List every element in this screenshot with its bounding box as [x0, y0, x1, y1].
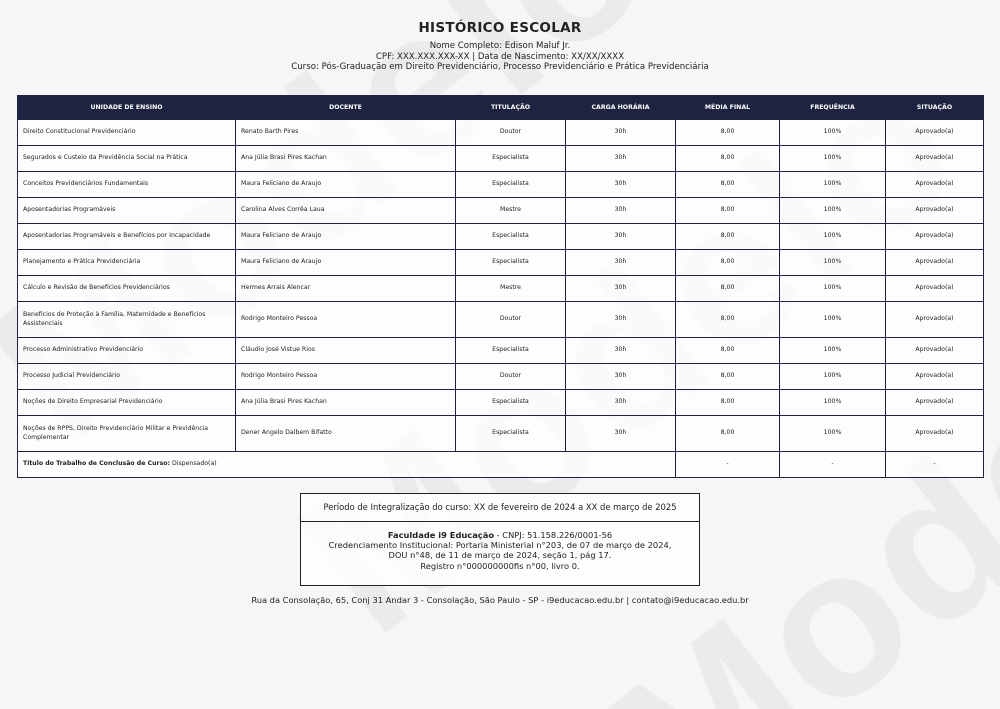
- cell-frequencia: 100%: [780, 120, 886, 146]
- tcc-situacao: -: [886, 452, 984, 478]
- column-header-docente: DOCENTE: [236, 96, 456, 120]
- cell-unidade-de-ensino: Processo Judicial Previdenciário: [18, 364, 236, 390]
- table-row: [18, 250, 984, 276]
- cell-titulacao: Doutor: [456, 120, 566, 146]
- cell-frequencia: 100%: [780, 390, 886, 416]
- tcc-value: Dispensado(a): [171, 460, 217, 468]
- cell-carga-horaria: 30h: [566, 364, 676, 390]
- cell-situacao: Aprovado(a): [886, 338, 984, 364]
- table-row: [18, 276, 984, 302]
- table-row: [18, 390, 984, 416]
- tcc-media: -: [676, 452, 780, 478]
- cell-titulacao: Mestre: [456, 276, 566, 302]
- cell-docente: Carolina Alves Corrêa Laua: [236, 198, 456, 224]
- cell-carga-horaria: 30h: [566, 276, 676, 302]
- cell-unidade-de-ensino: Aposentadorias Programáveis: [18, 198, 236, 224]
- cell-frequencia: 100%: [780, 198, 886, 224]
- tcc-frequencia: -: [780, 452, 886, 478]
- cell-frequencia: 100%: [780, 302, 886, 338]
- document-header: [0, 20, 1000, 73]
- column-header-situacao: SITUAÇÃO: [886, 96, 984, 120]
- cell-situacao: Aprovado(a): [886, 302, 984, 338]
- cell-carga-horaria: 30h: [566, 416, 676, 452]
- table-header-row: [18, 96, 984, 120]
- table-row: [18, 302, 984, 338]
- cell-docente: Ana Júlia Brasi Pires Kachan: [236, 390, 456, 416]
- course-line: Curso: Pós-Graduação em Direito Previdenciário, Processo Previdenciário e Prática Previdenciária: [291, 62, 709, 72]
- cell-carga-horaria: 30h: [566, 146, 676, 172]
- student-id-line: CPF: XXX.XXX.XXX-XX | Data de Nascimento: XX/XX/XXXX: [375, 51, 625, 62]
- accreditation-line-1: Credenciamento Institucional: Portaria Ministerial n°203, de 07 de março de 2024,: [328, 540, 672, 551]
- cell-media-final: 8,00: [676, 198, 780, 224]
- table-row: [18, 224, 984, 250]
- tcc-title-cell: [18, 452, 676, 478]
- institution-name: Faculdade i9 Educação: [387, 530, 495, 540]
- cell-carga-horaria: 30h: [566, 172, 676, 198]
- cell-carga-horaria: 30h: [566, 390, 676, 416]
- cell-frequencia: 100%: [780, 224, 886, 250]
- accreditation-line-2: DOU n°48, de 11 de março de 2024, seção 1, pág 17.: [388, 550, 612, 561]
- cell-titulacao: Especialista: [456, 416, 566, 452]
- cell-situacao: Aprovado(a): [886, 146, 984, 172]
- cell-situacao: Aprovado(a): [886, 364, 984, 390]
- cell-media-final: 8,00: [676, 224, 780, 250]
- cell-situacao: Aprovado(a): [886, 172, 984, 198]
- document-title: HISTÓRICO ESCOLAR: [418, 20, 582, 36]
- column-header-titulacao: TITULAÇÃO: [456, 96, 566, 120]
- cell-media-final: 8,00: [676, 172, 780, 198]
- cell-media-final: 8,00: [676, 302, 780, 338]
- cell-docente: Dener Angelo Dalbem Bifatto: [236, 416, 456, 452]
- cell-docente: Maura Feliciano de Araujo: [236, 224, 456, 250]
- table-row: [18, 338, 984, 364]
- cell-carga-horaria: 30h: [566, 198, 676, 224]
- table-row: [18, 198, 984, 224]
- cell-media-final: 8,00: [676, 120, 780, 146]
- cell-situacao: Aprovado(a): [886, 250, 984, 276]
- cell-media-final: 8,00: [676, 276, 780, 302]
- cell-frequencia: 100%: [780, 416, 886, 452]
- column-header-unidade-de-ensino: UNIDADE DE ENSINO: [18, 96, 236, 120]
- cell-media-final: 8,00: [676, 250, 780, 276]
- cell-carga-horaria: 30h: [566, 338, 676, 364]
- institution-line: [301, 530, 699, 540]
- cell-carga-horaria: 30h: [566, 120, 676, 146]
- cell-situacao: Aprovado(a): [886, 416, 984, 452]
- cell-carga-horaria: 30h: [566, 224, 676, 250]
- cell-frequencia: 100%: [780, 146, 886, 172]
- cell-media-final: 8,00: [676, 364, 780, 390]
- cell-titulacao: Mestre: [456, 198, 566, 224]
- cell-docente: Maura Feliciano de Araujo: [236, 172, 456, 198]
- cell-docente: Rodrigo Monteiro Pessoa: [236, 302, 456, 338]
- institution-cnpj: - CNPJ: 51.158.226/0001-56: [494, 530, 613, 540]
- cell-titulacao: Especialista: [456, 224, 566, 250]
- cell-media-final: 8,00: [676, 146, 780, 172]
- cell-frequencia: 100%: [780, 172, 886, 198]
- cell-frequencia: 100%: [780, 276, 886, 302]
- cell-titulacao: Especialista: [456, 250, 566, 276]
- cell-unidade-de-ensino: Processo Administrativo Previdenciário: [18, 338, 236, 364]
- cell-media-final: 8,00: [676, 390, 780, 416]
- cell-unidade-de-ensino: Benefícios de Proteção à Família, Maternidade e Benefícios Assistenciais: [18, 302, 236, 338]
- cell-unidade-de-ensino: Noções de Direito Empresarial Previdenciário: [18, 390, 236, 416]
- cell-titulacao: Especialista: [456, 146, 566, 172]
- cell-unidade-de-ensino: Cálculo e Revisão de Benefícios Previdenciários: [18, 276, 236, 302]
- cell-titulacao: Doutor: [456, 302, 566, 338]
- registry-line: Registro n°000000000fls n°00, livro 0.: [420, 560, 580, 571]
- table-row: [18, 146, 984, 172]
- cell-unidade-de-ensino: Conceitos Previdenciários Fundamentais: [18, 172, 236, 198]
- footer-address: Rua da Consolação, 65, Conj 31 Andar 3 - Consolação, São Paulo - SP - i9educacao.edu.br | contato@i9educacao.edu.br: [251, 595, 749, 605]
- institution-info-box: [300, 493, 700, 586]
- cell-carga-horaria: 30h: [566, 250, 676, 276]
- grades-table: [17, 95, 984, 478]
- cell-docente: Maura Feliciano de Araujo: [236, 250, 456, 276]
- integration-period: Período de Integralização do curso: XX de fevereiro de 2024 a XX de março de 2025: [301, 494, 699, 522]
- cell-titulacao: Especialista: [456, 172, 566, 198]
- tcc-row: [18, 452, 984, 478]
- column-header-frequencia: FREQUÊNCIA: [780, 96, 886, 120]
- cell-titulacao: Doutor: [456, 364, 566, 390]
- cell-media-final: 8,00: [676, 338, 780, 364]
- cell-docente: Hermes Arrais Alencar: [236, 276, 456, 302]
- cell-situacao: Aprovado(a): [886, 224, 984, 250]
- cell-unidade-de-ensino: Direito Constitucional Previdenciário: [18, 120, 236, 146]
- cell-unidade-de-ensino: Noções de RPPS, Direito Previdenciário Militar e Previdência Complementar: [18, 416, 236, 452]
- cell-unidade-de-ensino: Planejamento e Prática Previdenciária: [18, 250, 236, 276]
- cell-situacao: Aprovado(a): [886, 120, 984, 146]
- column-header-carga-horaria: CARGA HORÁRIA: [566, 96, 676, 120]
- cell-carga-horaria: 30h: [566, 302, 676, 338]
- table-row: [18, 172, 984, 198]
- cell-frequencia: 100%: [780, 364, 886, 390]
- table-row: [18, 120, 984, 146]
- cell-situacao: Aprovado(a): [886, 198, 984, 224]
- institution-credentials: [301, 522, 699, 571]
- cell-docente: Renato Barth Pires: [236, 120, 456, 146]
- cell-unidade-de-ensino: Aposentadorias Programáveis e Benefícios por Incapacidade: [18, 224, 236, 250]
- cell-titulacao: Especialista: [456, 338, 566, 364]
- cell-situacao: Aprovado(a): [886, 390, 984, 416]
- cell-frequencia: 100%: [780, 250, 886, 276]
- table-body: [18, 120, 984, 478]
- column-header-media-final: MÉDIA FINAL: [676, 96, 780, 120]
- student-name: Nome Completo: Edison Maluf Jr.: [429, 41, 571, 51]
- cell-frequencia: 100%: [780, 338, 886, 364]
- cell-docente: Rodrigo Monteiro Pessoa: [236, 364, 456, 390]
- tcc-label: Título do Trabalho de Conclusão de Curso:: [23, 460, 170, 468]
- table-row: [18, 416, 984, 452]
- cell-titulacao: Especialista: [456, 390, 566, 416]
- table-row: [18, 364, 984, 390]
- cell-situacao: Aprovado(a): [886, 276, 984, 302]
- cell-docente: Cláudio José Vistue Rios: [236, 338, 456, 364]
- cell-unidade-de-ensino: Segurados e Custeio da Previdência Social na Prática: [18, 146, 236, 172]
- cell-media-final: 8,00: [676, 416, 780, 452]
- cell-docente: Ana Júlia Brasi Pires Kachan: [236, 146, 456, 172]
